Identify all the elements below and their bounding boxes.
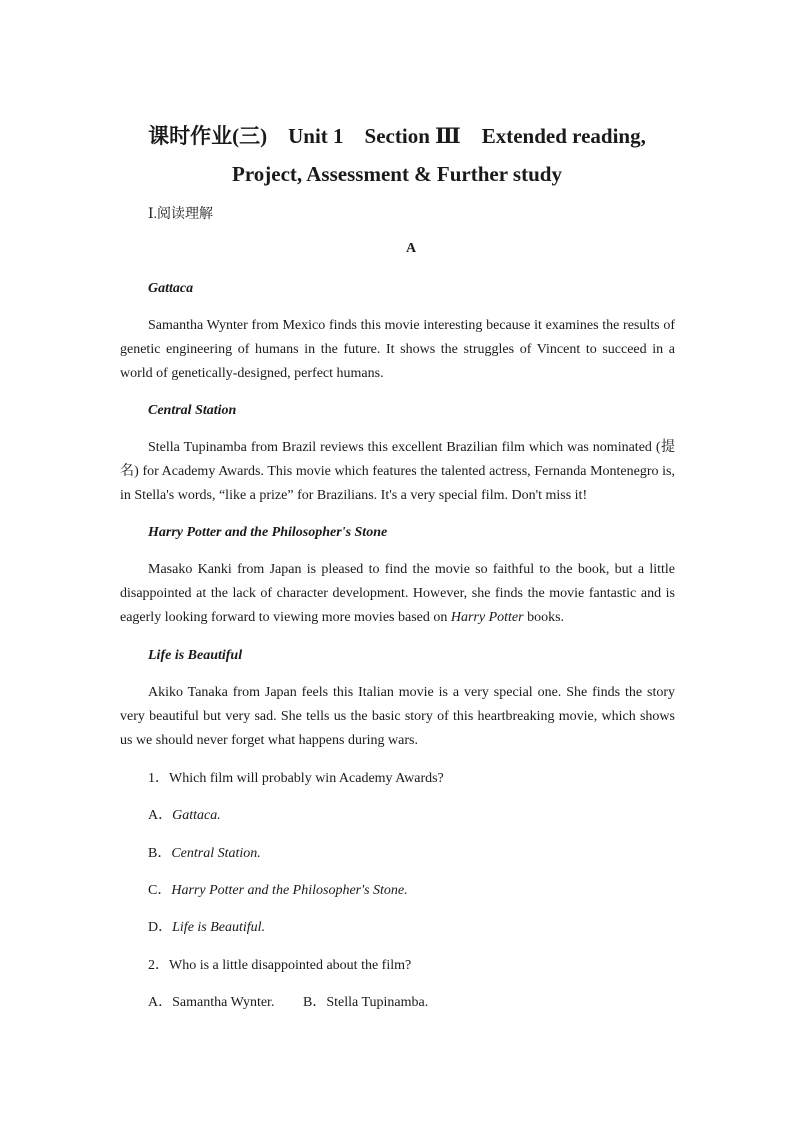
option-text: Harry Potter and the Philosopher's Stone. (171, 883, 408, 898)
review-title: Gattaca (148, 281, 194, 296)
question-1-option-a (148, 804, 221, 824)
review-life-is-beautiful (120, 646, 675, 753)
option-text: Stella Tupinamba. (326, 995, 429, 1010)
option-letter: B． (303, 995, 327, 1010)
review-body-text-end: books. (523, 610, 565, 625)
question-1-option-b (148, 842, 261, 862)
question-2-option-a (148, 991, 274, 1011)
review-harry-potter (120, 523, 675, 630)
option-text: Gattaca. (172, 808, 221, 823)
review-title: Harry Potter and the Philosopher's Stone (148, 525, 388, 540)
question-1-option-d (148, 916, 265, 936)
question-2-option-b (303, 991, 428, 1011)
option-text: Samantha Wynter. (172, 995, 275, 1010)
option-letter: A． (148, 808, 173, 823)
option-letter: C． (148, 883, 172, 898)
review-body: Akiko Tanaka from Japan feels this Italian movie is a very special one. She finds the story very beautiful but very sad. She tells us the basic story of this heartbreaking movie, which shows us we should never forget what happens during wars. (120, 685, 675, 748)
option-text: Life is Beautiful. (172, 920, 266, 935)
option-letter: B． (148, 846, 172, 861)
review-body-text: Masako Kanki from Japan is pleased to find the movie so faithful to the book, but a little disappointed at the lack of character development. However, she finds the movie fantastic and is eagerly looking forward to viewing more movies based on (120, 562, 675, 625)
review-gattaca (120, 279, 675, 386)
review-title: Life is Beautiful (148, 648, 243, 663)
option-text: Central Station. (171, 846, 261, 861)
page-title-line-2: Project, Assessment & Further study (232, 162, 562, 186)
review-body: Samantha Wynter from Mexico finds this movie interesting because it examines the results of genetic engineering of humans in the future. It shows the struggles of Vincent to succeed in a world of genetically-designed, perfect humans. (120, 318, 675, 381)
question-1-option-c (148, 879, 408, 899)
section-heading: Ⅰ.阅读理解 (148, 207, 214, 222)
passage-label: A (405, 241, 417, 256)
option-letter: A． (148, 995, 173, 1010)
review-body-italic: Harry Potter (450, 610, 524, 625)
review-body (120, 558, 675, 630)
review-central-station (120, 401, 675, 508)
option-letter: D． (148, 920, 173, 935)
page-title-line-1: 课时作业(三) Unit 1 Section Ⅲ Extended reading, (148, 124, 646, 148)
question-1-stem: 1．Which film will probably win Academy Awards? (148, 771, 444, 786)
review-body: Stella Tupinamba from Brazil reviews this excellent Brazilian film which was nominated (提名) for Academy Awards. This movie which features the talented actress, Fernanda Montenegro is, in Stella's words, “like a prize” for Brazilians. It's a very special film. Don't miss it! (120, 440, 675, 503)
review-title: Central Station (148, 403, 237, 418)
question-2-stem: 2．Who is a little disappointed about the film? (148, 958, 412, 973)
